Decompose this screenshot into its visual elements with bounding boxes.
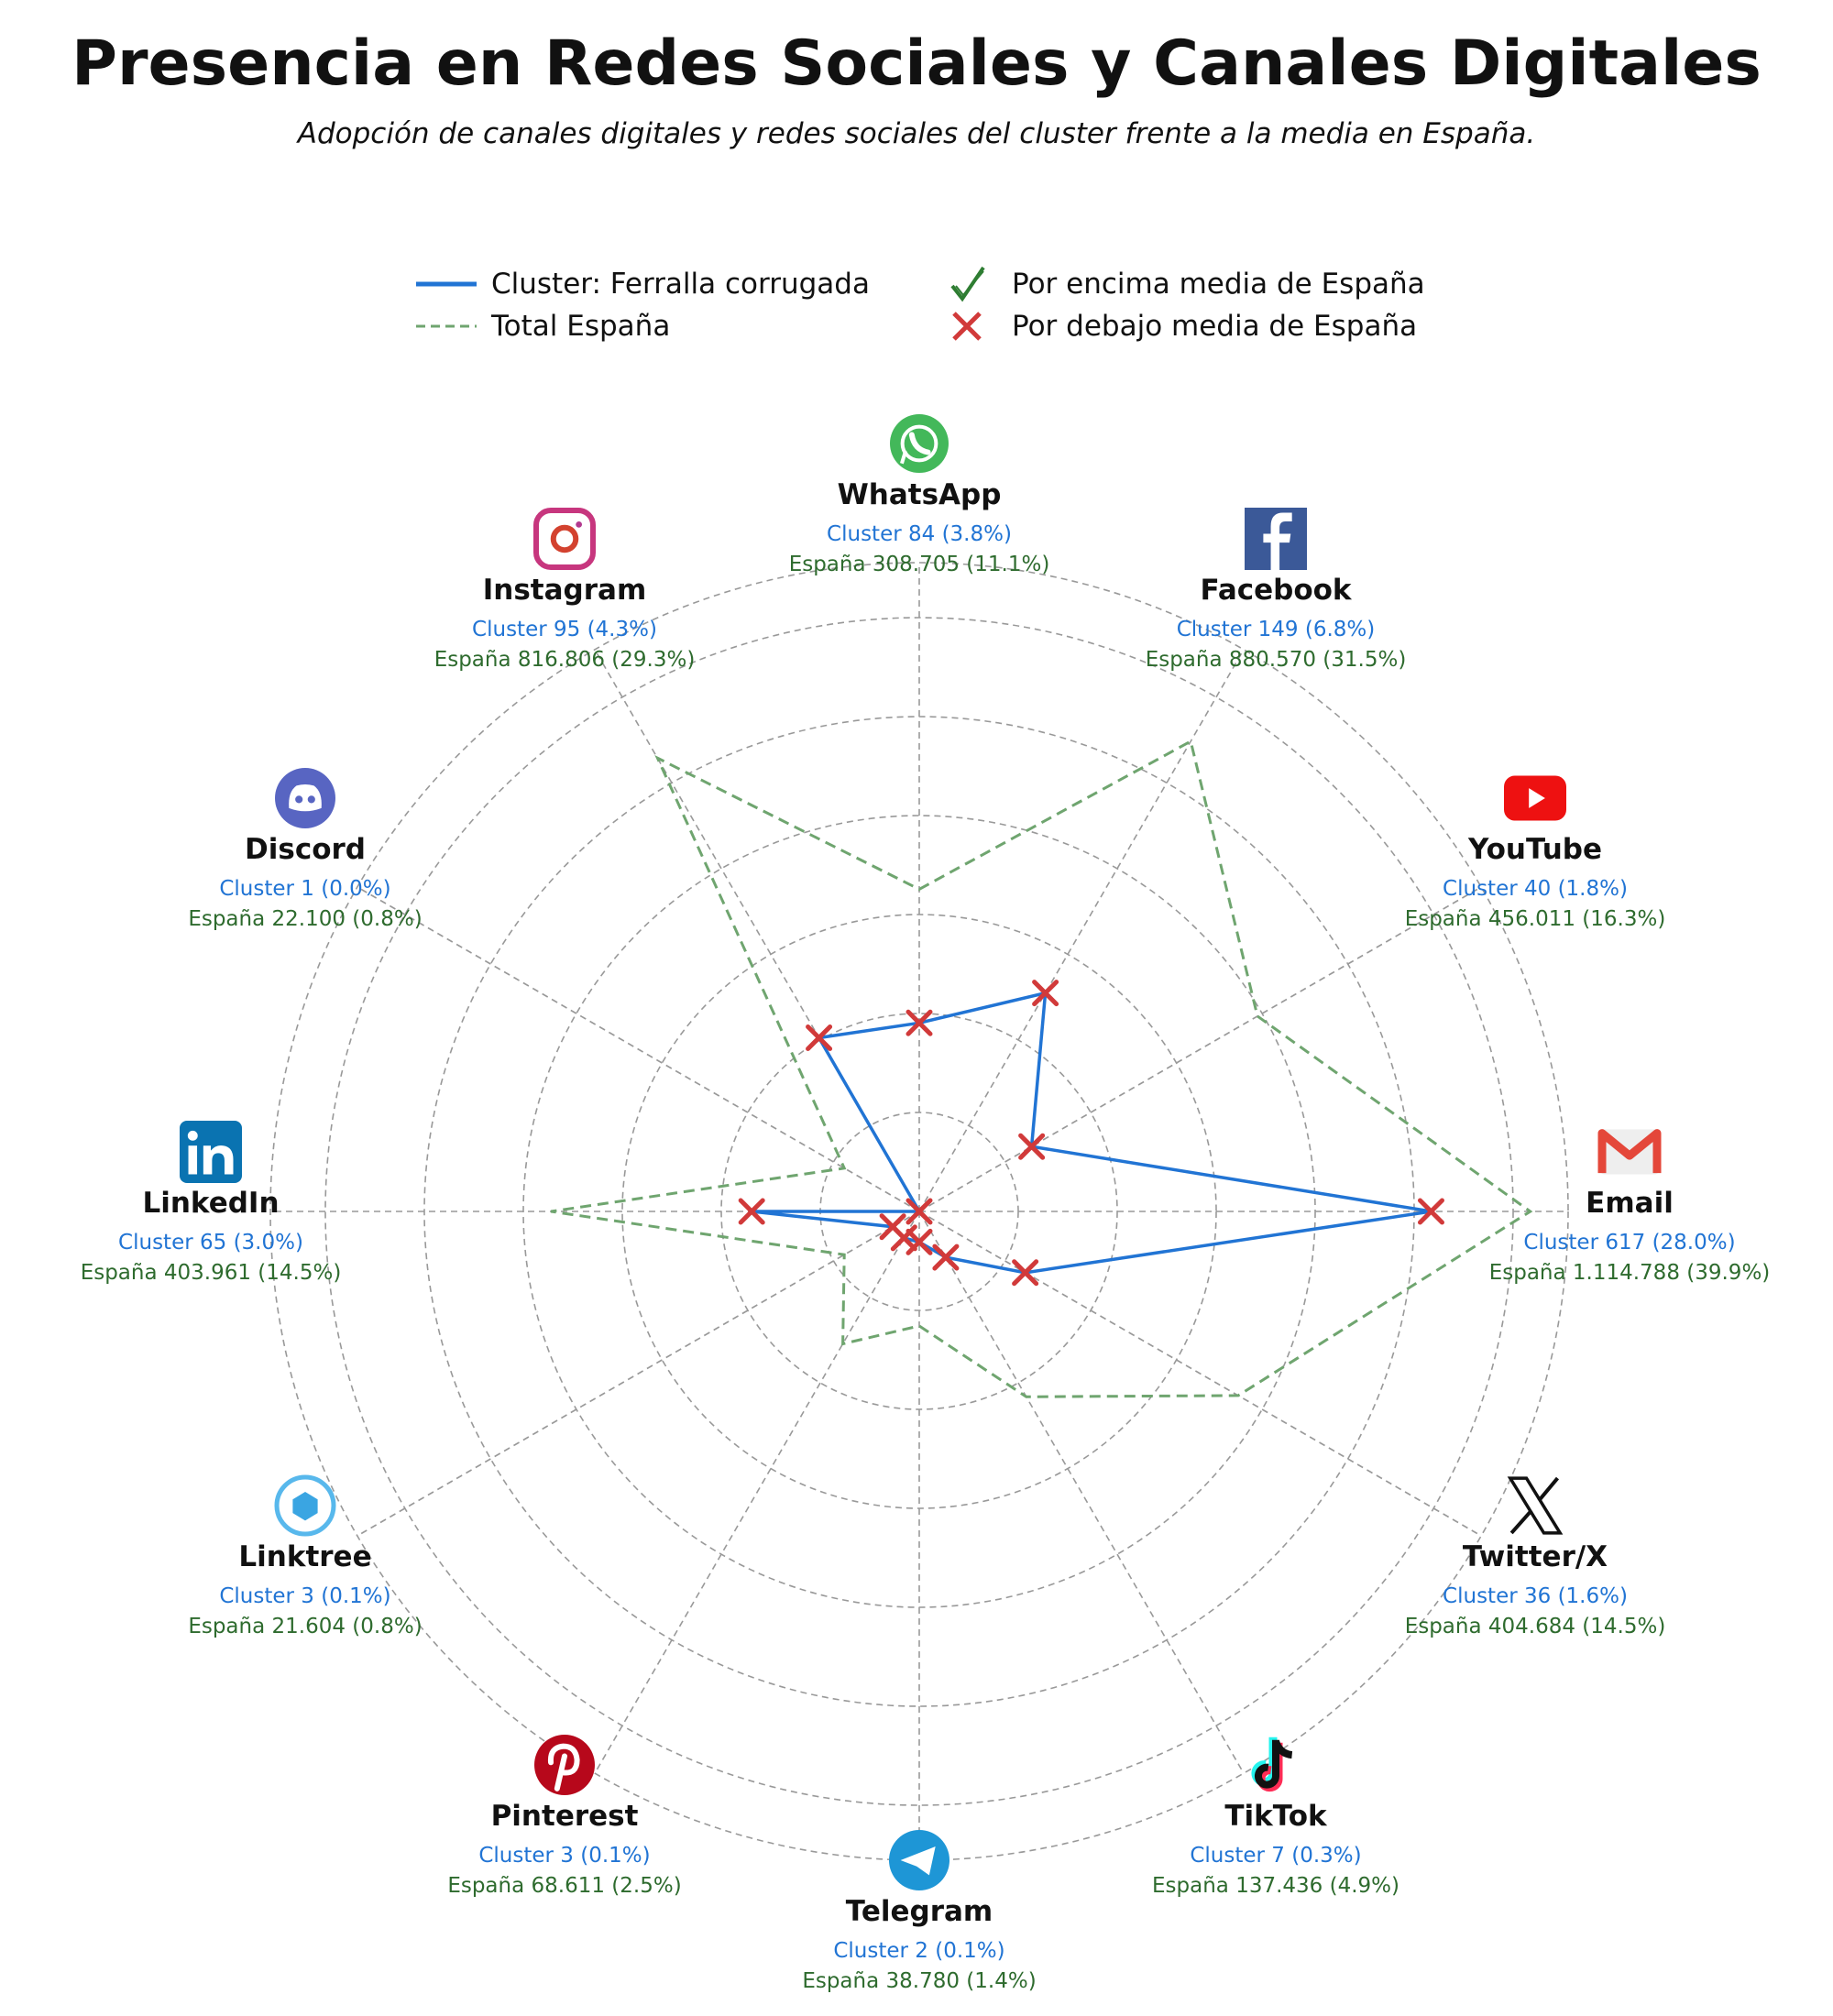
category-name-pinterest: Pinterest — [490, 1800, 639, 1833]
cluster-value-discord: Cluster 1 (0.0%) — [219, 877, 391, 901]
category-whatsapp — [789, 414, 1050, 576]
category-name-twitterx: Twitter/X — [1462, 1540, 1608, 1573]
chart-title: Presencia en Redes Sociales y Canales Digitales — [71, 27, 1762, 100]
cluster-series-line — [752, 993, 1431, 1273]
cluster-value-linktree: Cluster 3 (0.1%) — [219, 1584, 391, 1608]
cluster-value-tiktok: Cluster 7 (0.3%) — [1190, 1844, 1362, 1868]
grid-spoke — [357, 887, 919, 1211]
facebook-icon — [1245, 508, 1307, 570]
category-name-instagram: Instagram — [482, 574, 647, 607]
category-email — [1489, 1130, 1771, 1285]
pinterest-icon — [534, 1735, 595, 1795]
category-name-discord: Discord — [245, 833, 366, 866]
gmail-icon — [1600, 1130, 1659, 1175]
spain-value-email: España 1.114.788 (39.9%) — [1488, 1261, 1771, 1285]
grid-spoke — [357, 1211, 919, 1536]
category-facebook — [1146, 508, 1407, 672]
legend-label-cluster: Cluster: Ferralla corrugada — [491, 268, 870, 301]
cluster-value-email: Cluster 617 (28.0%) — [1523, 1231, 1736, 1255]
spain-value-telegram: España 38.780 (1.4%) — [802, 1969, 1037, 1993]
x-icon — [1510, 1478, 1560, 1533]
cluster-value-facebook: Cluster 149 (6.8%) — [1176, 618, 1376, 641]
cluster-value-linkedin: Cluster 65 (3.0%) — [118, 1231, 303, 1255]
grid-spoke — [919, 650, 1244, 1211]
cluster-value-youtube: Cluster 40 (1.8%) — [1443, 877, 1628, 901]
cluster-value-instagram: Cluster 95 (4.3%) — [472, 618, 657, 641]
category-name-email: Email — [1586, 1187, 1674, 1220]
category-twitterx — [1405, 1478, 1666, 1638]
legend-label-below: Por debajo media de España — [1012, 310, 1418, 343]
spain-value-linktree: España 21.604 (0.8%) — [188, 1615, 423, 1638]
legend-label-above: Por encima media de España — [1012, 268, 1425, 301]
spain-value-twitterx: España 404.684 (14.5%) — [1404, 1615, 1666, 1638]
spain-value-youtube: España 456.011 (16.3%) — [1404, 907, 1666, 931]
category-name-facebook: Facebook — [1200, 574, 1352, 607]
category-youtube — [1405, 776, 1666, 931]
chart-subtitle: Adopción de canales digitales y redes sociales del cluster frente a la media en España. — [297, 117, 1536, 150]
grid-spoke — [919, 887, 1481, 1211]
youtube-icon — [1504, 776, 1566, 821]
spain-value-tiktok: España 137.436 (4.9%) — [1152, 1874, 1399, 1898]
category-name-tiktok: TikTok — [1224, 1800, 1327, 1833]
grid-spoke — [919, 1211, 1244, 1773]
spain-value-instagram: España 816.806 (29.3%) — [434, 648, 696, 672]
category-tiktok — [1152, 1737, 1399, 1898]
linkedin-icon — [180, 1121, 242, 1183]
category-name-linkedin: LinkedIn — [142, 1187, 280, 1220]
tiktok-icon — [1256, 1737, 1292, 1788]
spain-value-facebook: España 880.570 (31.5%) — [1145, 648, 1407, 672]
category-name-linktree: Linktree — [238, 1540, 372, 1573]
discord-icon — [275, 768, 335, 828]
cluster-value-twitterx: Cluster 36 (1.6%) — [1443, 1584, 1628, 1608]
instagram-icon — [536, 510, 593, 567]
linktree-icon — [277, 1477, 334, 1534]
spain-value-whatsapp: España 308.705 (11.1%) — [788, 553, 1050, 576]
category-name-whatsapp: WhatsApp — [837, 478, 1002, 511]
category-pinterest — [447, 1735, 681, 1898]
cluster-value-telegram: Cluster 2 (0.1%) — [833, 1939, 1005, 1963]
category-linkedin — [81, 1121, 342, 1285]
spain-value-discord: España 22.100 (0.8%) — [188, 907, 423, 931]
whatsapp-icon — [890, 414, 949, 473]
spain-value-linkedin: España 403.961 (14.5%) — [80, 1261, 342, 1285]
category-linktree — [188, 1477, 422, 1638]
category-discord — [188, 768, 422, 931]
cluster-value-whatsapp: Cluster 84 (3.8%) — [827, 522, 1012, 546]
legend-label-spain: Total España — [491, 310, 671, 343]
radar-series — [551, 741, 1531, 1397]
grid-spoke — [919, 1211, 1481, 1536]
category-name-youtube: YouTube — [1468, 833, 1602, 866]
category-instagram — [434, 510, 696, 672]
category-name-telegram: Telegram — [845, 1895, 993, 1928]
telegram-icon — [889, 1830, 949, 1890]
spain-value-pinterest: España 68.611 (2.5%) — [447, 1874, 682, 1898]
cluster-value-pinterest: Cluster 3 (0.1%) — [478, 1844, 651, 1868]
spain-series-line — [551, 741, 1531, 1397]
grid-spoke — [595, 1211, 919, 1773]
